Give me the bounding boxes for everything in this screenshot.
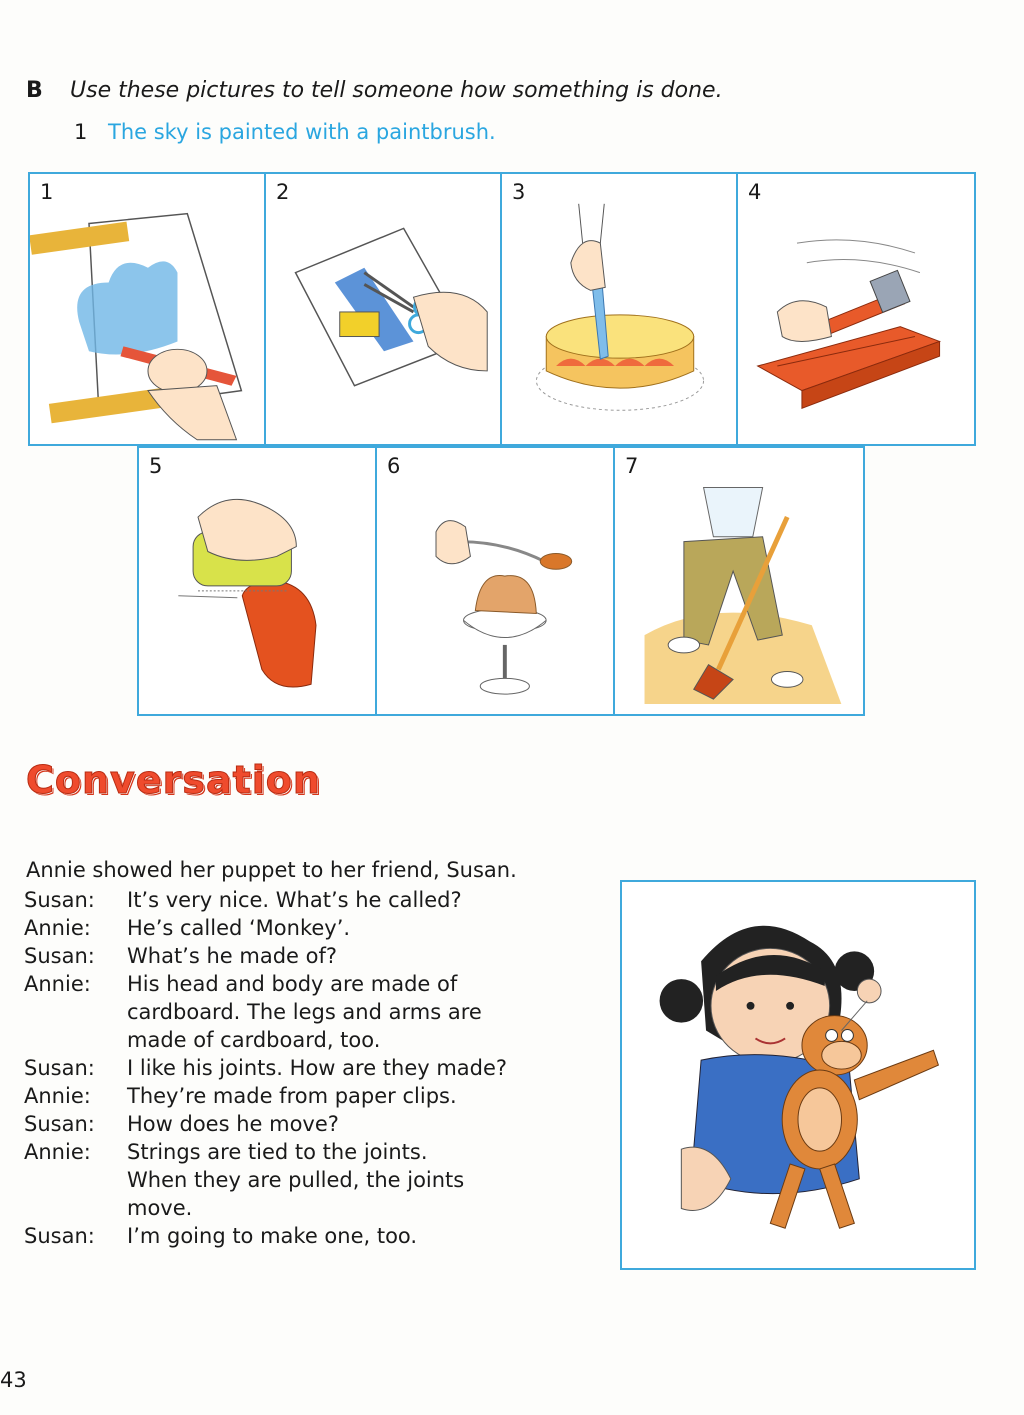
- paintbrush-painting-icon: [30, 174, 264, 444]
- speaker: Annie:: [24, 916, 91, 940]
- speaker: Susan:: [24, 944, 95, 968]
- knife-cake-icon: [502, 174, 736, 444]
- example-sentence: [74, 120, 496, 144]
- picture-panel-1: [28, 172, 266, 446]
- speech: His head and body are made of cardboard. The legs and arms are made of cardboard, too.: [127, 972, 482, 1052]
- speech: It’s very nice. What’s he called?: [127, 888, 462, 912]
- spade-digging-icon: [615, 448, 863, 714]
- example-text: The sky is painted with a paintbrush.: [108, 120, 496, 144]
- panel-number: 4: [748, 180, 762, 204]
- speaker: Susan:: [24, 1224, 95, 1248]
- example-number: 1: [74, 120, 88, 144]
- picture-panel-7: [613, 446, 865, 716]
- puppet-illustration-frame: [620, 880, 976, 1270]
- speech: He’s called ‘Monkey’.: [127, 916, 351, 940]
- picture-panel-5: [137, 446, 377, 716]
- speaker: Susan:: [24, 888, 95, 912]
- speech: How does he move?: [127, 1112, 339, 1136]
- conversation-intro: Annie showed her puppet to her friend, Susan.: [26, 858, 517, 882]
- panel-number: 6: [387, 454, 401, 478]
- panel-number: 7: [625, 454, 639, 478]
- speaker: Annie:: [24, 1140, 91, 1164]
- spoon-icecream-icon: [377, 448, 613, 714]
- speech: They’re made from paper clips.: [127, 1084, 457, 1108]
- picture-panel-4: [736, 172, 976, 446]
- speech: Strings are tied to the joints. When they are pulled, the joints move.: [127, 1140, 465, 1220]
- exercise-instruction: Use these pictures to tell someone how something is done.: [70, 78, 723, 103]
- panel-number: 5: [149, 454, 163, 478]
- dialogue-line: [24, 886, 587, 914]
- exercise-heading: [26, 78, 723, 103]
- hammer-wood-icon: [738, 174, 974, 444]
- brush-shoe-icon: [139, 448, 375, 714]
- panel-number: 1: [40, 180, 54, 204]
- picture-panel-6: [375, 446, 615, 716]
- page-number: 43: [0, 1368, 27, 1392]
- speaker: Annie:: [24, 972, 91, 996]
- dialogue-line: [24, 1222, 587, 1250]
- dialogue-line: [24, 1110, 587, 1138]
- dialogue-line: [24, 970, 587, 1054]
- speech: What’s he made of?: [127, 944, 338, 968]
- girl-with-monkey-puppet-icon: [622, 882, 974, 1268]
- panel-number: 2: [276, 180, 290, 204]
- exercise-letter: B: [26, 78, 43, 103]
- panel-number: 3: [512, 180, 526, 204]
- dialogue: [24, 886, 587, 1250]
- scissors-cutting-icon: [266, 174, 500, 444]
- picture-panel-3: [500, 172, 738, 446]
- dialogue-line: [24, 914, 587, 942]
- speech: I like his joints. How are they made?: [127, 1056, 508, 1080]
- speaker: Annie:: [24, 1084, 91, 1108]
- conversation-title: Conversation: [26, 758, 321, 802]
- dialogue-line: [24, 1138, 587, 1222]
- speaker: Susan:: [24, 1112, 95, 1136]
- dialogue-line: [24, 1054, 587, 1082]
- picture-panel-2: [264, 172, 502, 446]
- dialogue-line: [24, 942, 587, 970]
- dialogue-line: [24, 1082, 587, 1110]
- speech: I’m going to make one, too.: [127, 1224, 418, 1248]
- speaker: Susan:: [24, 1056, 95, 1080]
